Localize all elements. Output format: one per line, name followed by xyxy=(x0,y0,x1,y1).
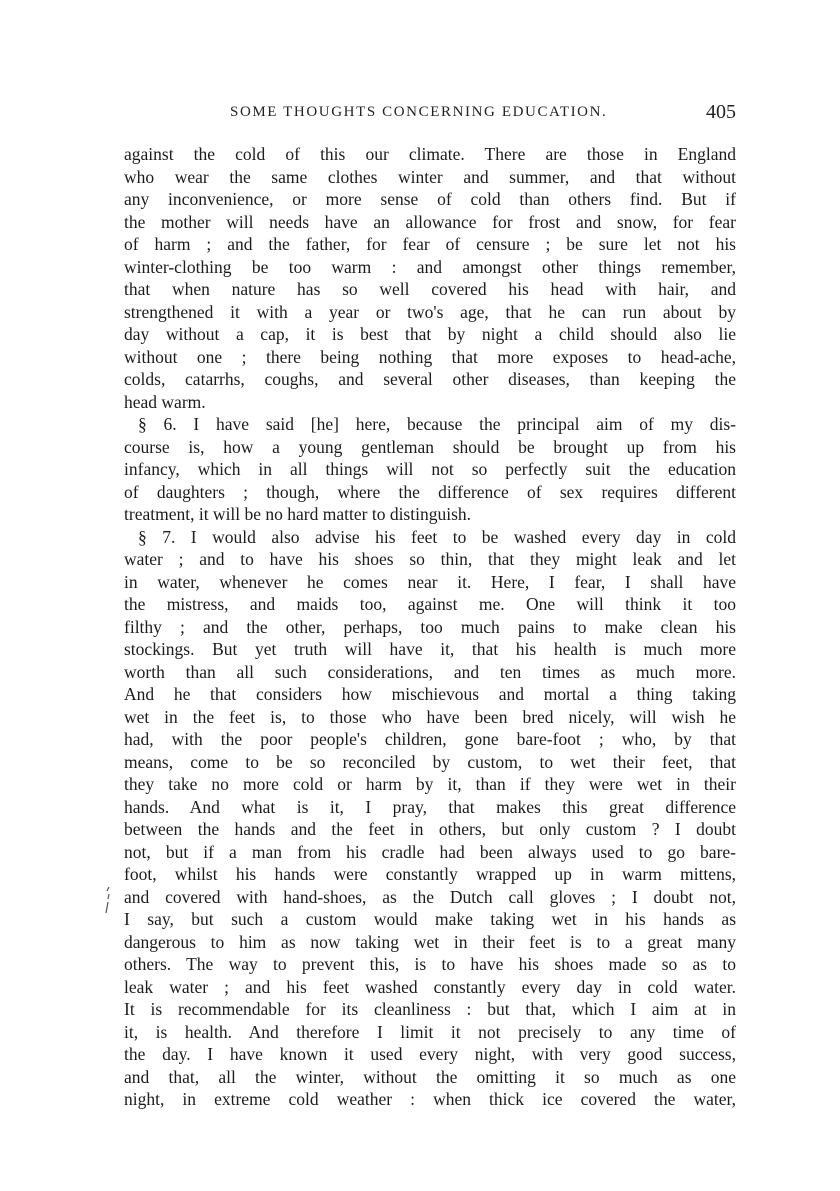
text-line: hands. And what is it, I pray, that makes this great difference xyxy=(124,796,736,817)
text-line: the mistress, and maids too, against me. One will think it too xyxy=(124,594,736,614)
text-line: they take no more cold or harm by it, than if they were wet in their xyxy=(124,774,736,794)
text-line: of daughters ; though, where the difference of sex requires different xyxy=(124,481,736,502)
text-line: others. The way to prevent this, is to have his shoes made so as to xyxy=(124,954,736,974)
section-7-start: § 7. I would also advise his feet to be washed every day in cold xyxy=(138,526,736,547)
text-line: leak water ; and his feet washed constantly every day in cold water. xyxy=(124,976,736,997)
text-line: the day. I have known it used every night, with very good success, xyxy=(124,1044,736,1064)
margin-pencil-mark xyxy=(104,885,112,916)
running-head xyxy=(124,101,736,130)
text-line: It is recommendable for its cleanliness : but that, which I aim at in xyxy=(124,999,736,1019)
text-line: and covered with hand-shoes, as the Dutch call gloves ; I doubt not, xyxy=(124,886,736,907)
text-line: course is, how a young gentleman should be brought up from his xyxy=(124,436,736,457)
text-line: dangerous to him as now taking wet in their feet is to a great many xyxy=(124,931,736,952)
text-line: wet in the feet is, to those who have been bred nicely, will wish he xyxy=(124,706,736,727)
text-line: winter-clothing be too warm : and amongst other things remember, xyxy=(124,256,736,277)
text-line: of harm ; and the father, for fear of censure ; be sure let not his xyxy=(124,234,736,254)
text-line: night, in extreme cold weather : when thick ice covered the water, xyxy=(124,1089,736,1109)
text-line: in water, whenever he comes near it. Here, I fear, I shall have xyxy=(124,571,736,592)
text-line: stockings. But yet truth will have it, that his health is much more xyxy=(124,639,736,659)
text-line: I say, but such a custom would make taking wet in his hands as xyxy=(124,909,736,929)
text-line: had, with the poor people's children, gone bare-foot ; who, by that xyxy=(124,729,736,749)
text-line: filthy ; and the other, perhaps, too much pains to make clean his xyxy=(124,616,736,637)
page-number: 405 xyxy=(706,101,736,123)
text-line: And he that considers how mischievous and mortal a thing taking xyxy=(124,684,736,704)
text-line: head warm. xyxy=(124,391,206,412)
text-line: any inconvenience, or more sense of cold than others find. But if xyxy=(124,189,736,209)
text-line: worth than all such considerations, and ten times as much more. xyxy=(124,661,736,682)
text-line: who wear the same clothes winter and summer, and that without xyxy=(124,166,736,187)
text-line: it, is health. And therefore I limit it not precisely to any time of xyxy=(124,1021,736,1042)
text-line: between the hands and the feet in others, but only custom ? I doubt xyxy=(124,819,736,839)
running-title: SOME THOUGHTS CONCERNING EDUCATION. xyxy=(230,104,608,120)
text-line: colds, catarrhs, coughs, and several other diseases, than keeping the xyxy=(124,369,736,389)
text-line: against the cold of this our climate. There are those in England xyxy=(124,144,736,164)
text-line: and that, all the winter, without the omitting it so much as one xyxy=(124,1066,736,1087)
pencil-mark-icon xyxy=(104,885,112,915)
section-6-start: § 6. I have said [he] here, because the principal aim of my dis- xyxy=(138,414,736,434)
text-line: the mother will needs have an allowance for frost and snow, for fear xyxy=(124,211,736,232)
text-line: water ; and to have his shoes so thin, that they might leak and let xyxy=(124,549,736,569)
body-text xyxy=(124,143,736,1111)
text-line: means, come to be so reconciled by custom, to wet their feet, that xyxy=(124,751,736,772)
text-line: strengthened it with a year or two's age, that he can run about by xyxy=(124,301,736,322)
text-line: foot, whilst his hands were constantly wrapped up in warm mittens, xyxy=(124,864,736,884)
text-line: that when nature has so well covered his head with hair, and xyxy=(124,279,736,299)
text-line: treatment, it will be no hard matter to distinguish. xyxy=(124,504,472,524)
text-line: infancy, which in all things will not so perfectly suit the education xyxy=(124,459,736,479)
text-line: without one ; there being nothing that more exposes to head-ache, xyxy=(124,346,736,367)
text-line: not, but if a man from his cradle had been always used to go bare- xyxy=(124,841,736,862)
text-line: day without a cap, it is best that by night a child should also lie xyxy=(124,324,736,344)
